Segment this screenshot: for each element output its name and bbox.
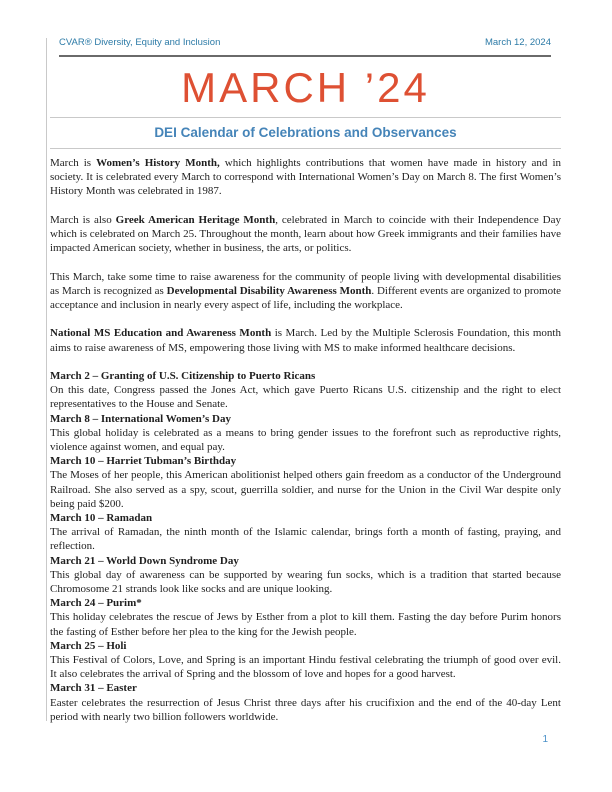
event-description: This global holiday is celebrated as a means to bring gender issues to the forefront such as reproductive rights, violence against women, and equal pay. [50, 426, 561, 453]
page-number: 1 [542, 734, 548, 745]
subtitle-bottom-divider [50, 148, 561, 149]
subtitle-top-divider [50, 117, 561, 118]
page-content [50, 0, 561, 724]
document-body [50, 156, 561, 724]
intro-paragraph: March is also Greek American Heritage Month, celebrated in March to coincide with their Independence Day which is celebrated on March 25. Throughout the month, learn about how Greek immigrants and their families have impacted American society, whether in business, the arts, or politics. [50, 213, 561, 255]
header-divider [59, 55, 551, 57]
event-description: On this date, Congress passed the Jones Act, which gave Puerto Ricans U.S. citizenship and the right to elect representatives to the House and Senate. [50, 384, 561, 411]
intro-paragraph: This March, take some time to raise awareness for the community of people living with developmental disabilities as March is recognized as Developmental Disability Awareness Month. Different events are organized to promote acceptance and inclusion in nearly every aspect of life, including the workplace. [50, 270, 562, 311]
subtitle: DEI Calendar of Celebrations and Observances [154, 125, 457, 140]
event-heading: March 31 – Easter [50, 682, 137, 695]
page-title: MARCH ’24 [181, 64, 430, 111]
intro-paragraph: March is Women’s History Month, which highlights contributions that women have made in history and in society. It is celebrated every March to correspond with International Women’s Day on March 8. The first Women’s History Month was celebrated in 1987. [50, 157, 562, 198]
event-heading: March 8 – International Women’s Day [50, 412, 231, 425]
event-description: The Moses of her people, this American abolitionist helped others gain freedom as a conductor of the Underground Railroad. She also served as a spy, scout, guerrilla soldier, and nurse for the Union in the Civil War despite only being paid $200. [50, 469, 561, 510]
event-heading: March 10 – Harriet Tubman’s Birthday [50, 455, 237, 468]
event-description: This global day of awareness can be supported by wearing fun socks, which is a tradition that started because Chromosome 21 strands look like socks and are unique looking. [50, 568, 561, 596]
event-heading: March 10 – Ramadan [50, 512, 153, 525]
left-margin-line [46, 38, 47, 721]
intro-paragraph: National MS Education and Awareness Month is March. Led by the Multiple Sclerosis Foundation, this month aims to raise awareness of MS, empowering those living with MS to make informed healthcare decisions. [50, 327, 561, 354]
event-description: This holiday celebrates the rescue of Jews by Esther from a plot to kill them. Fasting the day before Purim honors the fasting of Esther before her plea to the king for the Jewish people. [50, 611, 561, 638]
event-heading: March 25 – Holi [50, 639, 127, 652]
header-date: March 12, 2024 [484, 37, 551, 48]
event-description: Easter celebrates the resurrection of Jesus Christ three days after his crucifixion and the end of the 40-day Lent period with nearly two billion followers worldwide. [50, 696, 561, 723]
event-heading: March 21 – World Down Syndrome Day [50, 554, 239, 567]
page-footer [50, 734, 548, 745]
header-org: CVAR® Diversity, Equity and Inclusion [59, 37, 221, 48]
event-description: The arrival of Ramadan, the ninth month of the Islamic calendar, brings forth a month of fasting, praying, and reflection. [50, 526, 561, 553]
page-header [50, 0, 561, 48]
event-description: This Festival of Colors, Love, and Spring is an important Hindu festival celebrating the triumph of good over evil. It also celebrates the arrival of Spring and the blossom of love and hopes for a good harvest. [50, 654, 561, 681]
event-heading: March 24 – Purim* [50, 597, 142, 610]
event-heading: March 2 – Granting of U.S. Citizenship to Puerto Ricans [50, 369, 316, 382]
